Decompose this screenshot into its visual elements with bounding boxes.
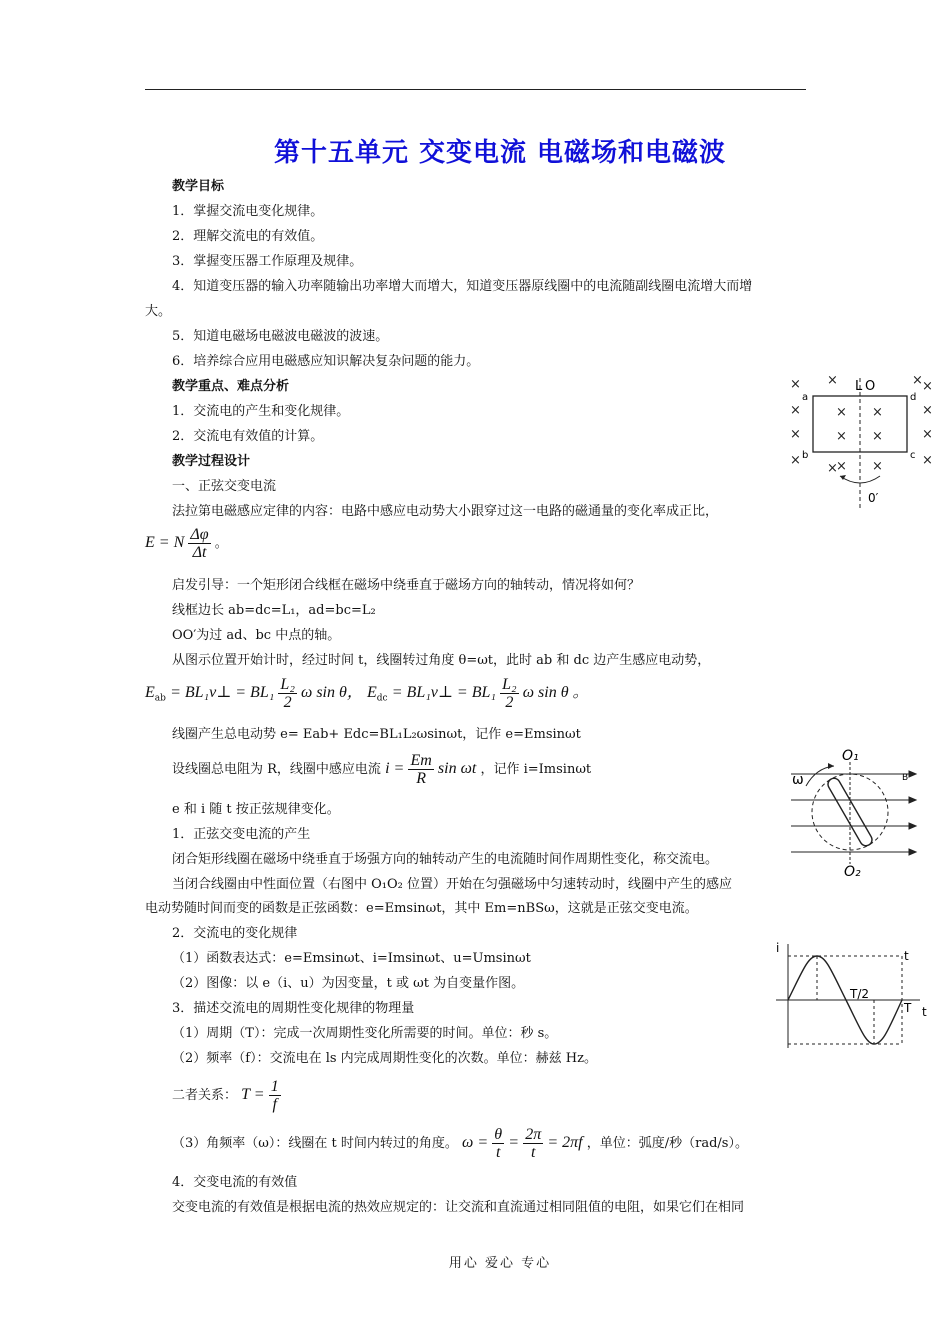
label-a: a — [802, 392, 809, 403]
edc-symbol: E — [367, 684, 377, 701]
label-i: i — [776, 941, 780, 955]
svg-text:×: × — [827, 461, 838, 476]
edc-tail: ω sin θ 。 — [522, 684, 589, 701]
sine-graph — [770, 936, 935, 1054]
svg-text:×: × — [836, 405, 847, 420]
key-2: 2．交流电有效值的计算。 — [172, 429, 324, 444]
frac-numerator: Δφ — [190, 526, 209, 543]
header-rule — [145, 89, 806, 90]
svg-text:×: × — [836, 429, 847, 444]
eab-symbol: E — [145, 684, 155, 701]
key-1: 1．交流电的产生和变化规律。 — [172, 404, 350, 419]
goal-1: 1．掌握交流电变化规律。 — [172, 204, 324, 219]
svg-text:×: × — [790, 453, 801, 468]
svg-text:×: × — [790, 403, 801, 418]
point-4-text: 交变电流的有效值是根据电流的热效应规定的：让交流和直流通过相同阻值的电阻，如果它们在相同 — [172, 1200, 745, 1215]
current-text-a: 设线圈总电阻为 R，线圈中感应电流 — [172, 762, 381, 777]
section-1-heading: 一、正弦交变电流 — [172, 479, 277, 494]
edc-frac-den: 2 — [505, 694, 514, 711]
svg-text:×: × — [836, 459, 847, 474]
label-b: b — [802, 450, 809, 461]
svg-text:×: × — [827, 373, 838, 388]
omega-frac-1-num: θ — [494, 1126, 503, 1143]
label-O: O — [865, 379, 876, 394]
point-1-heading: 1．正弦交变电流的产生 — [172, 827, 311, 842]
label-d: d — [910, 392, 917, 403]
sides-text: 线框边长 ab=dc=L₁，ad=bc=L₂ — [172, 603, 376, 618]
label-L: L — [855, 379, 863, 394]
svg-text:×: × — [912, 373, 923, 388]
current-fraction — [408, 752, 433, 787]
heading-process: 教学过程设计 — [172, 454, 251, 469]
label-c: c — [910, 450, 916, 461]
guide-text: 启发引导：一个矩形闭合线框在磁场中绕垂直于磁场方向的轴转动，情况将如何？ — [172, 578, 641, 593]
relation-frac-num: 1 — [270, 1078, 279, 1095]
frac-denominator: Δt — [192, 544, 207, 561]
omega-eq-3: = 2πf — [547, 1134, 583, 1151]
current-sin: sin ωt — [437, 760, 477, 777]
angular-freq-text: （3）角频率（ω）：线圈在 t 时间内转过的角度。 — [172, 1136, 458, 1151]
point-1-text-c: 电动势随时间而变的函数是正弦函数：e=Emsinωt，其中 Em=nBSω，这就是正弦交变电流。 — [145, 901, 698, 916]
point-1-text-b: 当闭合线圈由中性面位置（右图中 O₁O₂ 位置）开始在匀强磁场中匀速转动时，线圈中产生的感应 — [172, 877, 733, 892]
goal-4-line1: 4．知道变压器的输入功率随输出功率增大而增大，知道变压器原线圈中的电流随副线圈电流增大而增 — [172, 279, 753, 294]
label-O2: O₂ — [844, 864, 861, 880]
rotating-loop-figure — [786, 746, 926, 880]
point-4-heading: 4．交变电流的有效值 — [172, 1175, 298, 1190]
relation-line — [172, 1078, 281, 1113]
formula-fraction — [188, 526, 210, 561]
omega-frac-1-den: t — [495, 1144, 501, 1161]
label-t-top: t — [904, 949, 909, 963]
relation-frac-den: f — [272, 1096, 277, 1113]
point-2-text-a: （1）函数表达式：e=Emsinωt、i=Imsinωt、u=Umsinωt — [172, 951, 531, 966]
svg-text:×: × — [790, 427, 801, 442]
eab-frac-num: L₂ — [280, 676, 295, 693]
svg-text:×: × — [922, 427, 933, 442]
sine-law-text: e 和 i 随 t 按正弦规律变化。 — [172, 802, 340, 817]
omega-frac-2-num: 2π — [525, 1126, 542, 1143]
relation-fraction — [269, 1078, 281, 1113]
svg-text:×: × — [872, 459, 883, 474]
faraday-text: 法拉第电磁感应定律的内容：电路中感应电动势大小跟穿过这一电路的磁通量的变化率成正比， — [172, 504, 719, 519]
eab-fraction — [278, 676, 296, 711]
point-2-text-b: （2）图像：以 e（i、u）为因变量，t 或 ωt 为自变量作图。 — [172, 976, 525, 991]
edc-expr: = BL₁v⊥ = BL₁ — [391, 684, 496, 701]
loop-in-field-figure — [780, 368, 940, 513]
label-t-axis: t — [922, 1005, 927, 1019]
label-O-prime: 0′ — [868, 491, 879, 505]
svg-text:×: × — [922, 403, 933, 418]
current-line — [172, 752, 591, 787]
formula-e-n: E = N — [145, 534, 185, 551]
label-period: T — [904, 1001, 912, 1015]
point-3-text-b: （2）频率（f）：交流电在 ls 内完成周期性变化的次数。单位：赫兹 Hz。 — [172, 1051, 597, 1066]
svg-text:×: × — [872, 405, 883, 420]
current-frac-num: Em — [410, 752, 432, 769]
faraday-formula: E = N $\frac{\Delta\varphi}{\Delta t}$ 。 — [145, 526, 228, 561]
goal-5: 5．知道电磁场电磁波电磁波的波速。 — [172, 329, 389, 344]
relation-label: 二者关系： — [172, 1088, 238, 1103]
goal-6: 6．培养综合应用电磁感应知识解决复杂问题的能力。 — [172, 354, 480, 369]
omega-frac-2 — [523, 1126, 543, 1161]
heading-key-points: 教学重点、难点分析 — [172, 379, 290, 394]
emf-formula: $E_{ab}$ = BL₁v⊥ = BL₁ $\frac{\text{L₂}}{2}$ ω sin θ， $E_{dc}$ = BL₁v⊥ = BL₁ $\frac{\text{L₂}}{2}$ ω sin θ 。 — [145, 676, 589, 711]
omega-frac-1 — [492, 1126, 504, 1161]
relation-t-eq: T = — [241, 1086, 265, 1103]
point-3-heading: 3．描述交流电的周期性变化规律的物理量 — [172, 1001, 415, 1016]
angular-freq-line — [172, 1126, 748, 1161]
current-i-eq: i = — [385, 760, 405, 777]
omega-frac-2-den: t — [530, 1144, 536, 1161]
axis-text: OO′为过 ad、bc 中点的轴。 — [172, 628, 341, 643]
svg-text:×: × — [922, 453, 933, 468]
page-footer: 用心 爱心 专心 — [448, 1256, 552, 1271]
from-text: 从图示位置开始计时，经过时间 t，线圈转过角度 θ=ωt，此时 ab 和 dc 边产生感应电动势， — [172, 653, 711, 668]
eab-frac-den: 2 — [283, 694, 292, 711]
goal-4-line2: 大。 — [145, 304, 172, 319]
svg-text:×: × — [922, 379, 933, 394]
point-1-text-a: 闭合矩形线圈在磁场中绕垂直于场强方向的轴转动产生的电流随时间作周期性变化，称交流电。 — [172, 852, 719, 867]
label-O1: O₁ — [842, 748, 859, 764]
heading-goals: 教学目标 — [172, 179, 225, 194]
current-frac-den: R — [416, 770, 426, 787]
point-3-text-a: （1）周期（T）：完成一次周期性变化所需要的时间。单位：秒 s。 — [172, 1026, 558, 1041]
point-2-heading: 2．交流电的变化规律 — [172, 926, 298, 941]
total-emf-text: 线圈产生总电动势 e= Eab+ Edc=BL₁L₂ωsinωt，记作 e=Emsinωt — [172, 727, 581, 742]
svg-text:×: × — [790, 377, 801, 392]
omega-eq-2: = — [508, 1134, 520, 1151]
field-lines — [791, 771, 916, 855]
goal-3: 3．掌握变压器工作原理及规律。 — [172, 254, 363, 269]
svg-text:×: × — [872, 429, 883, 444]
omega-arrow — [806, 766, 834, 786]
goal-2: 2．理解交流电的有效值。 — [172, 229, 324, 244]
label-half-period: T/2 — [850, 987, 870, 1001]
label-B: B — [902, 773, 909, 783]
edc-frac-num: L₂ — [502, 676, 517, 693]
current-text-b: ，记作 i=Imsinωt — [480, 762, 592, 777]
page-title: 第十五单元 交变电流 电磁场和电磁波 — [273, 138, 727, 168]
edc-fraction — [500, 676, 518, 711]
omega-unit: ，单位：弧度/秒（rad/s）。 — [586, 1136, 748, 1151]
eab-tail: ω sin θ， — [301, 684, 363, 701]
omega-eq: ω = — [462, 1134, 489, 1151]
label-omega: ω — [792, 772, 804, 788]
eab-expr: = BL₁v⊥ = BL₁ — [170, 684, 275, 701]
